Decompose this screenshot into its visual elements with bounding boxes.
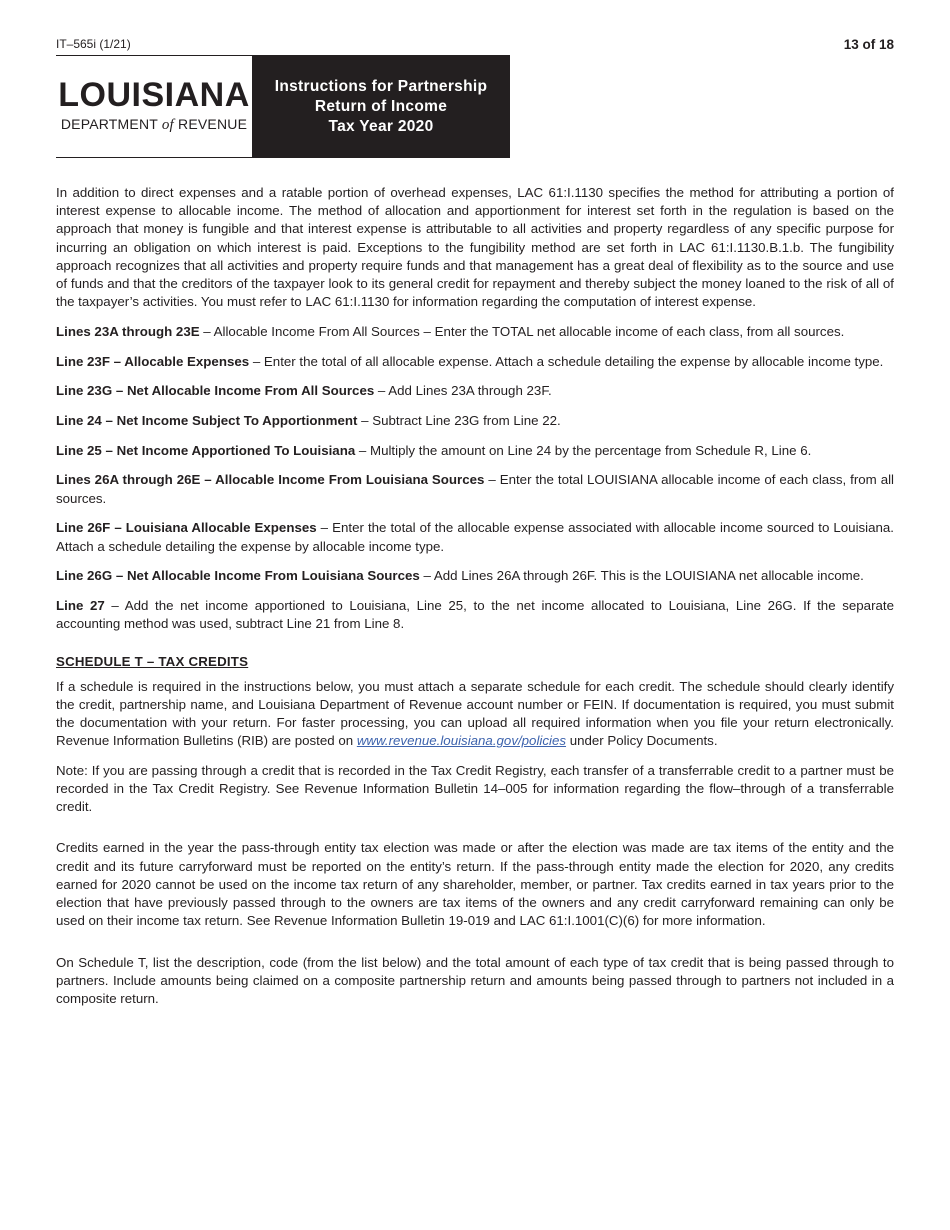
pass-through-election-paragraph: Credits earned in the year the pass-through entity tax election was made or after the election was made are tax items of the entity and the credit and its future carryforward must be reported on the entity’s return. If the pass-through entity made the election for 2020, any credits earned for 2020 cannot be used on the income tax return of any shareholder, member, or partner. Tax credits earned in tax years prior to the election that have previously passed through to the owners are tax items of the owners and any credit carryforward remaining can only be used on their income tax return. See Revenue Information Bulletin 19-019 and LAC 61:I.1001(C)(6) for more information. (56, 840, 894, 929)
line-instruction-26f (56, 519, 894, 555)
line-text: – Enter the total LOUISIANA allocable income of each class, from all sources. (56, 472, 894, 506)
line-label: Line 26G – Net Allocable Income From Louisiana Sources (56, 568, 420, 584)
instructions-body (56, 184, 894, 1020)
line-text: – Multiply the amount on Line 24 by the percentage from Schedule R, Line 6. (355, 442, 812, 458)
schedule-t-listing-paragraph: On Schedule T, list the description, code (from the list below) and the total amount of each type of tax credit that is being passed through to partners. Include amounts being claimed on a composite partnership return and amounts being passed through to partners not included in a composite return. (56, 954, 894, 1006)
title-line-2: Return of Income (314, 97, 448, 115)
document-title (252, 56, 510, 157)
line-text: – Enter the total of the allocable expense associated with allocable income sourced to Louisiana. Attach a schedule detailing the expense by allocable income type. (56, 520, 895, 554)
line-label: Line 26F – Louisiana Allocable Expenses (56, 520, 317, 536)
line-instruction-23g (56, 382, 894, 400)
logo-revenue-word: REVENUE (178, 116, 248, 132)
line-instruction-25 (56, 442, 894, 460)
louisiana-revenue-logo (56, 56, 252, 157)
logo-department-word: DEPARTMENT (60, 116, 158, 132)
title-line-1: Instructions for Partnership (274, 77, 488, 95)
line-label: Line 25 – Net Income Apportioned To Louisiana (56, 442, 356, 458)
line-instruction-27 (56, 597, 894, 633)
line-text: – Enter the total of all allocable expense. Attach a schedule detailing the expense by allocable income type. (249, 353, 884, 369)
revenue-policies-link[interactable]: www.revenue.louisiana.gov/policies (356, 733, 567, 749)
paragraph-text: If a schedule is required in the instructions below, you must attach a separate schedule for each credit. The schedule should clearly identify the credit, partnership name, and Louisiana Department of Revenue account number or FEIN. If documentation is required, you must submit the documentation with your return. For faster processing, you can upload all required information when you file your return electronically. Revenue Information Bulletins (RIB) are posted on (56, 678, 894, 749)
line-label: Line 23F – Allocable Expenses (56, 353, 250, 369)
tax-credit-registry-note: Note: If you are passing through a credit that is recorded in the Tax Credit Registry, each transfer of a transferrable credit to a partner must be recorded in the Tax Credit Registry. See Revenue Information Bulletin 14–005 for information regarding the flow–through of a transferrable credit. (56, 762, 894, 815)
line-label: Line 27 (56, 597, 105, 613)
line-label: Line 23G – Net Allocable Income From All Sources (56, 383, 375, 399)
line-text: – Add Lines 26A through 26F. This is the LOUISIANA net allocable income. (419, 568, 864, 584)
line-instruction-26g (56, 567, 894, 585)
line-instruction-23a-23e (56, 323, 894, 341)
logo-department (56, 116, 252, 134)
line-label: Line 24 – Net Income Subject To Apportionment (56, 413, 358, 429)
line-instruction-26a-26e (56, 471, 894, 507)
line-label: Lines 26A through 26E – Allocable Income From Louisiana Sources (56, 472, 485, 488)
line-instruction-23f (56, 353, 894, 371)
title-line-3: Tax Year 2020 (328, 117, 434, 135)
line-text: – Add the net income apportioned to Louisiana, Line 25, to the net income allocated to Louisiana, Line 26G. If the separate accounting method was used, subtract Line 21 from Line 8. (56, 597, 894, 632)
line-instruction-24 (56, 412, 894, 430)
schedule-t-requirements-paragraph (56, 678, 894, 751)
line-text: – Allocable Income From All Sources – Enter the TOTAL net allocable income of each class, from all sources. (199, 323, 845, 339)
line-text: – Add Lines 23A through 23F. (374, 383, 552, 399)
paragraph-text: under Policy Documents. (566, 733, 718, 749)
line-label: Lines 23A through 23E (56, 323, 200, 339)
line-text: – Subtract Line 23G from Line 22. (357, 413, 561, 429)
document-header (56, 55, 510, 158)
form-id: IT–565i (1/21) (56, 37, 131, 51)
logo-state-name: LOUISIANA (58, 76, 250, 114)
logo-of: of (161, 117, 174, 133)
interest-expense-paragraph: In addition to direct expenses and a ratable portion of overhead expenses, LAC 61:I.1130 specifies the method for attributing a portion of interest expense to allocable income. The method of allocation and apportionment for interest set forth in the regulation is based on the approach that money is fungible and that interest expense is attributable to all activities and property regardless of any specific purpose for incurring an obligation on which interest is paid. Exceptions to the fungibility method are set forth in LAC 61:I.1130.B.1.b. The fungibility approach recognizes that all activities and property require funds and that management has a great deal of flexibility as to the source and use of funds and that the creditors of the taxpayer look to its general credit for repayment and thereby subject the money loaned to the risk of all of the taxpayer’s activities. You must refer to LAC 61:I.1130 for information regarding the computation of interest expense. (56, 185, 894, 310)
schedule-t-heading: SCHEDULE T – TAX CREDITS (56, 654, 249, 670)
page-number: 13 of 18 (843, 37, 894, 52)
